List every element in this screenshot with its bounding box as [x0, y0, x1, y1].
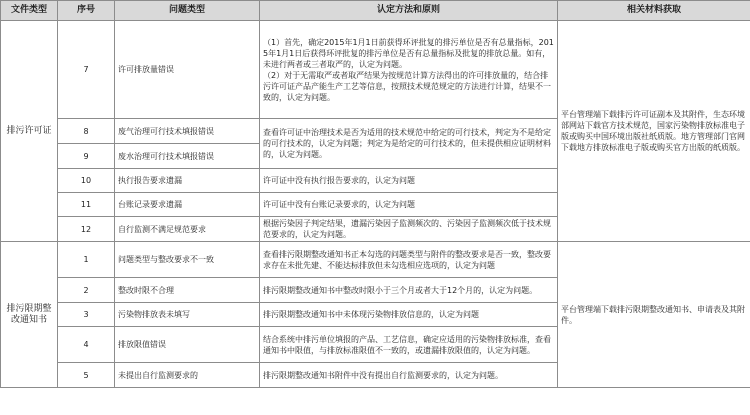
category-cell: 排污限期整改通知书: [1, 242, 58, 388]
header-issue-type: 问题类型: [115, 1, 260, 21]
issue-type: 排放限值错误: [115, 327, 260, 363]
issue-type: 未提出自行监测要求的: [115, 363, 260, 388]
method-text: 许可证中没有台账记录要求的，认定为问题: [260, 193, 558, 217]
row-number: 5: [58, 363, 115, 388]
issue-type: 问题类型与整改要求不一致: [115, 242, 260, 278]
method-text: 排污限期整改通知书中整改时限小于三个月或者大于12个月的，认定为问题。: [260, 278, 558, 303]
materials-cell: 平台管理端下载排污限期整改通知书、申请表及其附件。: [558, 242, 750, 388]
row-number: 12: [58, 217, 115, 242]
issue-type: 废气治理可行技术填报错误: [115, 119, 260, 144]
header-number: 序号: [58, 1, 115, 21]
method-text: 排污限期整改通知书中未体现污染物排放信息的，认定为问题: [260, 303, 558, 327]
method-text: 许可证中没有执行报告要求的，认定为问题: [260, 169, 558, 193]
row-number: 4: [58, 327, 115, 363]
row-number: 7: [58, 21, 115, 119]
issue-type: 执行报告要求遗漏: [115, 169, 260, 193]
header-file-type: 文件类型: [1, 1, 58, 21]
issue-type: 自行监测不满足规范要求: [115, 217, 260, 242]
method-text: 排污限期整改通知书附件中没有提出自行监测要求的，认定为问题。: [260, 363, 558, 388]
method-para-2: （2）对于无需取严或者取严结果为按规范计算方法得出的许可排放量的，结合排污许可证产品产能生产工艺等信息，按照技术规范规定的方法进行计算，结果不一致的，认定为问题。: [263, 70, 551, 102]
row-number: 9: [58, 144, 115, 169]
table-row: [1, 21, 750, 119]
issue-type: 污染物排放表未填写: [115, 303, 260, 327]
method-text: 根据污染因子判定结果，遗漏污染因子监测频次的、污染因子监测频次低于技术规范要求的，认定为问题。: [260, 217, 558, 242]
issue-type: 废水治理可行技术填报错误: [115, 144, 260, 169]
header-materials: 相关材料获取: [558, 1, 750, 21]
header-method: 认定方法和原则: [260, 1, 558, 21]
issue-type: 整改时限不合理: [115, 278, 260, 303]
method-text: 结合系统中排污单位填报的产品、工艺信息，确定应适用的污染物排放标准，查看通知书中限值，与排放标准限值不一致的，或遗漏排放限值的，认定为问题。: [260, 327, 558, 363]
row-number: 3: [58, 303, 115, 327]
category-cell: 排污许可证: [1, 21, 58, 242]
row-number: 2: [58, 278, 115, 303]
header-row: [1, 1, 750, 21]
method-text: 查看许可证中治理技术是否为适用的技术规范中给定的可行技术，判定为不是给定的可行技术的，认定为问题；判定为是给定的可行技术的，但未提供相应证明材料的，认定为问题。: [260, 119, 558, 169]
method-text: 查看排污限期整改通知书正本勾选的问题类型与附件的整改要求是否一致，整改要求存在未批先建、不能达标排放但未勾选相应选项的，认定为问题: [260, 242, 558, 278]
row-number: 1: [58, 242, 115, 278]
table-row: [1, 242, 750, 278]
method-para-1: （1）首先，确定2015年1月1日前获得环评批复的排污单位是否有总量指标，2015年1月1日后获得环评批复的排污单位是否有总量指标及批复的排放总量。如有，未进行两者或三者取严的，认定为问题。: [263, 37, 554, 69]
issue-type: 台账记录要求遗漏: [115, 193, 260, 217]
method-text: [260, 21, 558, 119]
materials-cell: 平台管理端下载排污许可证副本及其附件，生态环境部网站下载官方技术规范，国家污染物排放标准电子版或购买中国环境出版社纸质版。地方管理部门官网下载地方排放标准电子版或购买官方出版的纸质版。: [558, 21, 750, 242]
row-number: 11: [58, 193, 115, 217]
row-number: 8: [58, 119, 115, 144]
row-number: 10: [58, 169, 115, 193]
issue-type: 许可排放量错误: [115, 21, 260, 119]
